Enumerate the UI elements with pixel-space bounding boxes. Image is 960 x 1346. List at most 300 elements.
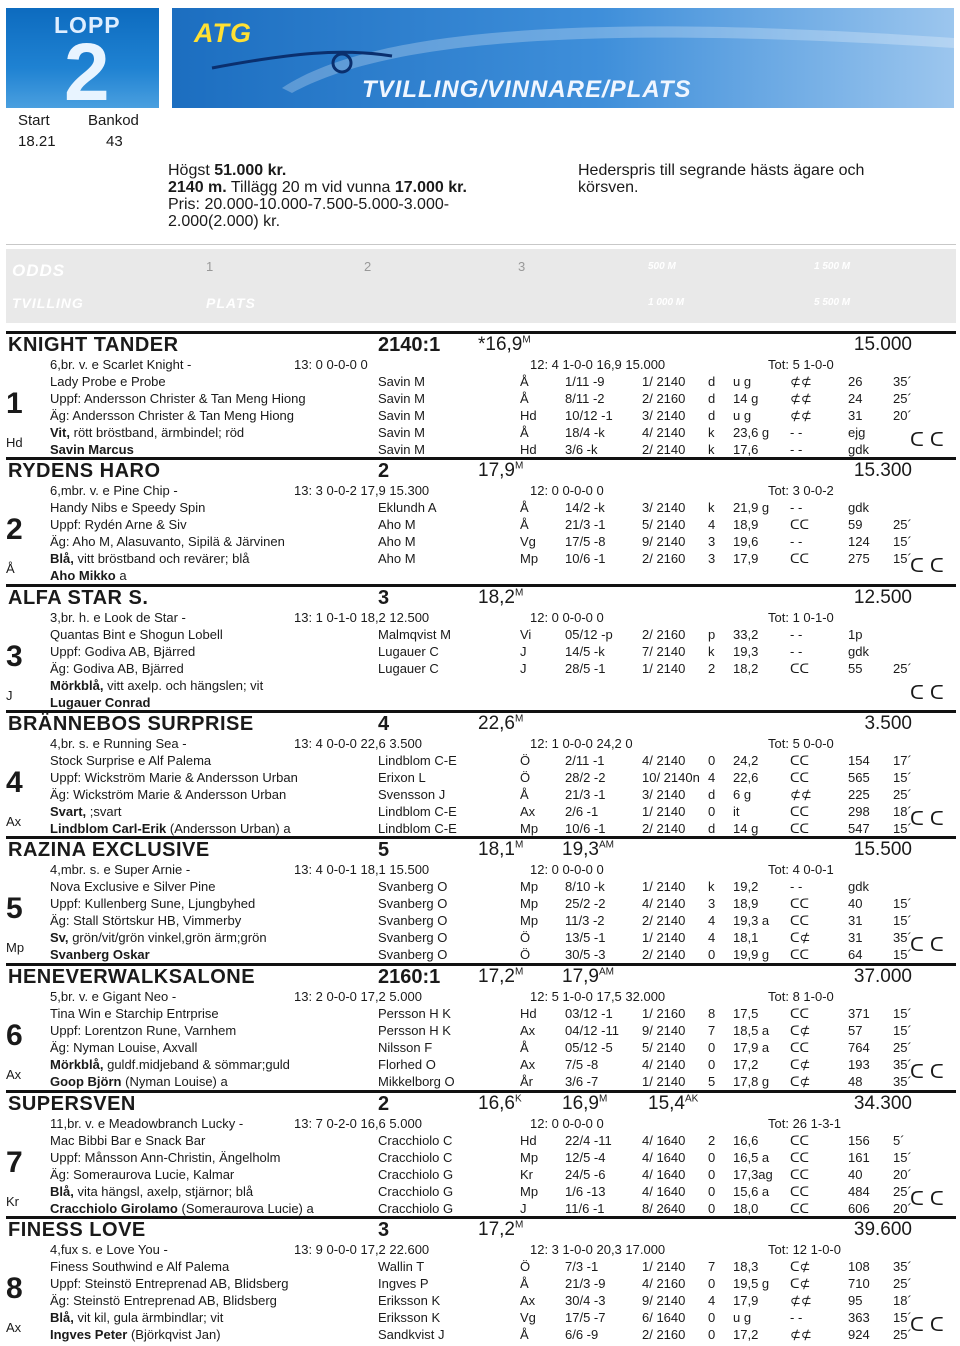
best-time-3 [648,1093,698,1115]
driver-name: Savin Marcus [50,442,134,457]
post-position: Mp [6,940,25,955]
result-cell: Svanberg O [378,913,448,928]
result-cell: 25´ [893,1276,912,1291]
result-cell: ᑕᑕ [790,913,809,928]
result-cell: 28/2 -2 [565,770,606,785]
result-cell: 35´ [893,930,912,945]
driver-name: Aho Mikko [50,568,116,583]
result-cell: Å [520,517,529,532]
result-cell: Malmqvist M [378,627,451,642]
horse-name: SUPERSVEN [8,1093,136,1115]
result-cell: Vi [520,627,532,642]
result-cell: 161 [848,1150,870,1165]
result-cell: 7 [708,1023,716,1038]
stats-part: 12: 0 0-0-0 0 [530,610,604,625]
stats-part: 5,br. v. e Gigant Neo - [50,989,177,1004]
result-cell: 23,6 g [733,425,770,440]
tvilling-label: TVILLING [12,295,84,311]
driver-name: Lindblom Carl-Erik [50,821,167,836]
result-cell: 3/ 2140 [642,500,686,515]
result-cell: gdk [848,644,869,659]
result-cell: 225 [848,787,870,802]
pedigree-line: Äg: Stall Störtskur HB, Vimmerby [50,913,242,928]
stats-part: 6,mbr. v. e Pine Chip - [50,483,178,498]
result-cell: 2 [708,1133,716,1148]
result-cell: 5´ [893,1133,905,1148]
result-cell: Nilsson F [378,1040,433,1055]
result-cell: Kr [520,1167,533,1182]
result-cell: Å [520,1276,529,1291]
horse-number: 5 [6,892,23,925]
horse-name: BRÄNNEBOS SURPRISE [8,713,254,735]
driver-name: Cracchiolo Girolamo [50,1201,178,1216]
tvilling-row [6,285,956,323]
color-main: Blå, [50,1310,74,1325]
result-cell: Svanberg O [378,879,448,894]
result-cell: 7/3 -1 [565,1259,599,1274]
result-cell: 0 [708,1310,716,1325]
horse-name: RAZINA EXCLUSIVE [8,839,210,861]
result-cell: 108 [848,1259,870,1274]
race-number-panel [6,8,159,108]
result-cell: Hd [520,442,537,457]
result-cell: 17,9 [733,551,759,566]
result-cell: ᑕᑕ [790,1133,809,1148]
start-time: 18.21 [18,133,56,150]
result-cell: 15´ [893,947,912,962]
result-cell: ᑕᑕ [790,517,809,532]
horse-prize: 15.500 [853,839,912,860]
pedigree-line [50,550,249,567]
result-cell: Cracchiolo C [378,1133,453,1148]
result-cell: Lindblom C-E [378,821,457,836]
result-cell: Hd [520,1133,537,1148]
result-cell: 19,5 g [733,1276,770,1291]
driver-extra: a [119,568,127,583]
result-cell: 0 [708,1201,716,1216]
result-cell: 565 [848,770,870,785]
result-cell: 18,3 [733,1259,759,1274]
result-cell: 13/5 -1 [565,930,606,945]
result-cell: 31 [848,408,863,423]
horse-prize: 37.000 [853,966,912,987]
result-cell: - - [790,442,803,457]
stats-part: 4,br. s. e Running Sea - [50,736,187,751]
color-main: Blå, [50,551,74,566]
result-cell: ᑕᑕ [790,1150,809,1165]
pedigree-line: Uppf: Månsson Ann-Christin, Ängelholm [50,1150,281,1165]
cc-symbol: ᑕᑕ [910,683,950,704]
result-cell: 0 [708,1040,716,1055]
result-cell: k [708,879,715,894]
color-rest: rött bröstband, ärmbindel; röd [73,425,245,440]
result-cell: Mp [520,821,539,836]
stats-part: Tot: 1 0-1-0 [768,610,834,625]
result-cell: 57 [848,1023,863,1038]
result-cell: Lindblom C-E [378,753,457,768]
stats-part: 4,fux s. e Love You - [50,1242,168,1257]
driver-name: Svanberg Oskar [50,947,150,962]
result-cell: Ax [520,1293,536,1308]
color-rest: vita hängsl, axelp, stjärnor; blå [77,1184,254,1199]
horse-prize: 15.300 [853,460,912,481]
cc-symbol: ᑕᑕ [910,556,950,577]
horse-number: 8 [6,1272,23,1305]
result-cell: Ö [520,770,531,785]
result-cell: d [708,408,716,423]
driver-extra: (Björkqvist Jan) [130,1327,221,1342]
color-rest: guldf.midjeband & sömmar;guld [107,1057,290,1072]
result-cell: ᑕᑕ [790,1184,809,1199]
best-time-value: 17,2 [478,1219,515,1240]
horse-name: ALFA STAR S. [8,587,149,609]
atg-logo: ATG [194,18,252,48]
result-cell: 15´ [893,1310,912,1325]
stats-part: 12: 0 0-0-0 0 [530,1116,604,1131]
pedigree-line: Uppf: Kullenberg Sune, Ljungbyhed [50,896,256,911]
result-cell: 8/11 -2 [565,391,605,406]
best-time-2-value: 16,9 [562,1093,599,1114]
start-info [6,108,159,156]
result-cell: 21/3 -9 [565,1276,606,1291]
pedigree-line: Uppf: Wickström Marie & Andersson Urban [50,770,298,785]
result-cell: 31 [848,913,863,928]
result-cell: 4/ 1640 [642,1150,686,1165]
pedigree-line: Handy Nibs e Speedy Spin [50,500,206,515]
best-time [478,1093,522,1115]
result-cell: 18,2 [733,661,759,676]
result-cell: Hd [520,1006,537,1021]
result-cell: 17,8 g [733,1074,770,1089]
result-cell: 2/ 2140 [642,913,686,928]
result-cell: 606 [848,1201,870,1216]
best-time-sup: M [514,713,524,725]
result-cell: 1/ 2140 [642,930,686,945]
result-cell: k [708,644,715,659]
horse-number: 1 [6,387,23,420]
stats-part: 13: 4 0-0-0 22,6 3.500 [294,736,422,751]
best-time-sup: M [514,1219,524,1231]
horse-prize: 39.600 [853,1219,912,1240]
result-cell: 2/11 -1 [565,753,605,768]
result-cell: 31 [848,930,863,945]
best-time [478,713,523,735]
pedigree-line: Äg: Steinstö Entreprenad AB, Blidsberg [50,1293,277,1308]
driver-name: Goop Björn [50,1074,122,1089]
result-cell: - - [790,627,803,642]
lopp-label: LOPP [54,12,121,38]
race-info [168,162,467,230]
result-cell: u g [733,1310,752,1325]
result-cell: k [708,442,715,457]
result-cell: 1/ 2140 [642,879,686,894]
best-time [478,334,531,356]
horse-number: 2 [6,513,23,546]
result-cell: u g [733,408,752,423]
result-cell: 15´ [893,551,912,566]
result-cell: gdk [848,500,869,515]
result-cell: 5/ 2140 [642,517,686,532]
race-number: 2 [64,27,110,108]
result-cell: 371 [848,1006,870,1021]
pedigree-line [50,677,263,694]
pedigree-line: Äg: Andersson Christer & Tan Meng Hiong [50,408,295,423]
stats-part: 3,br. h. e Look de Star - [50,610,186,625]
result-cell: 2/ 2160 [642,551,686,566]
result-cell: 710 [848,1276,870,1291]
horse-number: 4 [6,766,23,799]
result-cell: 25´ [893,517,912,532]
pedigree-line: Finess Southwind e Alf Palema [50,1259,230,1274]
best-time [478,1219,523,1241]
bankod-value: 43 [106,133,123,150]
pedigree-line: Äg: Nyman Louise, Axvall [50,1040,198,1055]
result-cell: Persson H K [378,1023,451,1038]
color-main: Vit, [50,425,70,440]
result-cell: Å [520,500,529,515]
result-cell: 14 g [733,821,759,836]
cc-symbol: ᑕᑕ [910,1315,950,1336]
stats-part: Tot: 26 1-3-1 [768,1116,841,1131]
best-time-value: 18,2 [478,587,515,608]
best-time-value: 17,2 [478,966,515,987]
start-label: Start [18,112,50,129]
result-cell: gdk [848,442,869,457]
result-cell: u g [733,374,752,389]
result-cell: 4/ 2140 [642,896,686,911]
result-cell: ᑕ⊄ [790,1259,811,1274]
result-cell: 17,2 [733,1057,759,1072]
result-cell: 18,5 a [733,1023,770,1038]
result-cell: 30/5 -3 [565,947,606,962]
color-main: Mörkblå, [50,678,104,693]
result-cell: Cracchiolo G [378,1201,454,1216]
result-cell: 3/ 2140 [642,408,686,423]
result-cell: 1/ 2140 [642,374,686,389]
result-cell: Eriksson K [378,1310,441,1325]
result-cell: gdk [848,879,869,894]
pedigree-line: Tina Win e Starchip Entrprise [50,1006,219,1021]
result-cell: 33,2 [733,627,759,642]
result-cell: J [520,644,527,659]
result-cell: Persson H K [378,1006,451,1021]
pedigree-line: Äg: Godiva AB, Bjärred [50,661,184,676]
best-time-2-sup: AM [598,839,614,851]
pedigree-line [50,946,150,963]
result-cell: - - [790,425,803,440]
result-cell: Å [520,787,529,802]
best-time-2-value: 17,9 [562,966,599,987]
result-cell: 15´ [893,1006,912,1021]
result-cell: 9/ 2140 [642,1023,686,1038]
result-cell: 2/6 -1 [565,804,599,819]
pedigree-line: Äg: Someraurova Lucie, Kalmar [50,1167,235,1182]
result-cell: 11/3 -2 [565,913,605,928]
stats-part: 13: 7 0-2-0 16,6 5.000 [294,1116,422,1131]
result-cell: ᑕᑕ [790,821,809,836]
result-cell: 3/6 -7 [565,1074,599,1089]
result-cell: 1/ 2140 [642,1259,686,1274]
best-time-sup: M [522,334,531,346]
pedigree-line [50,1326,221,1343]
result-cell: Savin M [378,391,425,406]
pedigree-line: Lady Probe e Probe [50,374,166,389]
result-cell: 64 [848,947,863,962]
pedigree-line: Uppf: Steinstö Entreprenad AB, Blidsberg [50,1276,289,1291]
result-cell: 1/ 2140 [642,1074,686,1089]
result-cell: 4 [708,930,716,945]
result-cell: Ax [520,804,536,819]
horse-distance: 2 [378,1093,390,1115]
result-cell: d [708,374,716,389]
result-cell: Savin M [378,425,425,440]
pedigree-line [50,1200,314,1217]
result-cell: d [708,391,716,406]
result-cell: 21,9 g [733,500,770,515]
best-time-value: 22,6 [478,713,515,734]
result-cell: 0 [708,753,716,768]
result-cell: Mp [520,1184,539,1199]
stats-part: 12: 1 0-0-0 24,2 0 [530,736,633,751]
result-cell: ⊄⊄ [790,1327,812,1342]
result-cell: 10/ 2140n [642,770,700,785]
result-cell: Ö [520,947,531,962]
best-time-sup: M [514,966,524,978]
best-time-sup: M [514,460,524,472]
result-cell: 2/ 2140 [642,947,686,962]
color-rest: vitt axelp. och hängslen; vit [107,678,264,693]
result-cell: 1p [848,627,863,642]
result-cell: 17,9 a [733,1040,770,1055]
pedigree-line: Uppf: Andersson Christer & Tan Meng Hiong [50,391,306,406]
result-cell: Savin M [378,408,425,423]
driver-extra: (Andersson Urban) a [169,821,291,836]
result-cell: - - [790,879,803,894]
stats-part: Tot: 5 0-0-0 [768,736,834,751]
result-cell: 363 [848,1310,870,1325]
result-cell: 19,6 [733,534,759,549]
horse-prize: 15.000 [853,334,912,355]
hogst-value: 51.000 kr. [214,162,287,179]
hederspris [578,162,864,196]
result-cell: 21/3 -1 [565,787,606,802]
pedigree-line [50,1183,253,1200]
stats-part: 12: 0 0-0-0 0 [530,483,604,498]
result-cell: 59 [848,517,863,532]
pedigree-line: Nova Exclusive e Silver Pine [50,879,216,894]
stats-part: 12: 5 1-0-0 17,5 32.000 [530,989,666,1004]
result-cell: 0 [708,947,716,962]
result-cell: Ö [520,1259,531,1274]
result-cell: Mp [520,879,539,894]
result-cell: 15´ [893,1023,912,1038]
result-cell: 9/ 2140 [642,534,686,549]
stats-part: Tot: 5 1-0-0 [768,357,834,372]
result-cell: 1/ 2140 [642,804,686,819]
result-cell: 4/ 2160 [642,1276,686,1291]
result-cell: Svanberg O [378,947,448,962]
result-cell: Cracchiolo C [378,1150,453,1165]
result-cell: ⊄⊄ [790,787,812,802]
pedigree-line: Äg: Aho M, Alasuvanto, Sipilä & Järvinen [50,534,285,549]
result-cell: 2/ 2140 [642,442,686,457]
horse-name: HENEVERWALKSALONE [8,966,256,988]
result-cell: 18,0 [733,1201,759,1216]
result-cell: 24,2 [733,753,759,768]
pedigree-line [50,1056,290,1073]
result-cell: 0 [708,804,716,819]
odds-5500m: 5 500 M [814,297,851,308]
result-cell: 20´ [893,1201,912,1216]
result-cell: 15´ [893,534,912,549]
result-cell: Svanberg O [378,930,448,945]
result-cell: 484 [848,1184,870,1199]
result-cell: 0 [708,1167,716,1182]
horse-distance: 3 [378,1219,390,1241]
result-cell: 154 [848,753,870,768]
result-cell: 17/5 -7 [565,1310,606,1325]
result-cell: 547 [848,821,870,836]
best-time-value: 16,6 [478,1093,515,1114]
result-cell: Vg [520,534,536,549]
result-cell: 24/5 -6 [565,1167,606,1182]
result-cell: ᑕᑕ [790,1201,809,1216]
result-cell: Lugauer C [378,644,439,659]
result-cell: ᑕ⊄ [790,930,811,945]
result-cell: 15´ [893,1150,912,1165]
result-cell: 16,6 [733,1133,759,1148]
atg-banner [172,8,954,108]
result-cell: Å [520,391,529,406]
stats-part: 13: 2 0-0-0 17,2 5.000 [294,989,422,1004]
result-cell: 18´ [893,804,912,819]
result-cell: 15,6 a [733,1184,770,1199]
result-cell: 17,2 [733,1327,759,1342]
result-cell: Wallin T [378,1259,425,1274]
stats-part: 13: 3 0-0-2 17,9 15.300 [294,483,430,498]
result-cell: 35´ [893,1057,912,1072]
result-cell: ⊄⊄ [790,374,812,389]
pedigree-line [50,567,127,584]
stats-part: 12: 4 1-0-0 16,9 15.000 [530,357,666,372]
odds-col-1: 1 [206,259,214,274]
stats-part: 13: 4 0-0-1 18,1 15.500 [294,862,430,877]
result-cell: 18,1 [733,930,759,945]
result-cell: 24 [848,391,863,406]
result-cell: 05/12 -p [565,627,613,642]
cc-symbol: ᑕᑕ [910,430,950,451]
horse-distance: 2160:1 [378,966,441,988]
result-cell: ᑕᑕ [790,1167,809,1182]
banner-title: TVILLING/VINNARE/PLATS [362,76,692,103]
result-cell: 35´ [893,374,912,389]
result-cell: 0 [708,1276,716,1291]
pedigree-line [50,820,291,837]
result-cell: 25´ [893,1184,912,1199]
post-position: Ax [6,814,22,829]
pedigree-line [50,929,267,946]
result-cell: 193 [848,1057,870,1072]
result-cell: Sandkvist J [378,1327,445,1342]
result-cell: 15´ [893,821,912,836]
odds-col-2: 2 [364,259,372,274]
result-cell: 26 [848,374,863,389]
pedigree-line: Quantas Bint e Shogun Lobell [50,627,223,642]
pedigree-line: Uppf: Lorentzon Rune, Varnhem [50,1023,237,1038]
best-time-2-sup: AM [598,966,614,978]
distance-rule: Tillägg 20 m vid vunna [230,179,391,196]
result-cell: 15´ [893,913,912,928]
